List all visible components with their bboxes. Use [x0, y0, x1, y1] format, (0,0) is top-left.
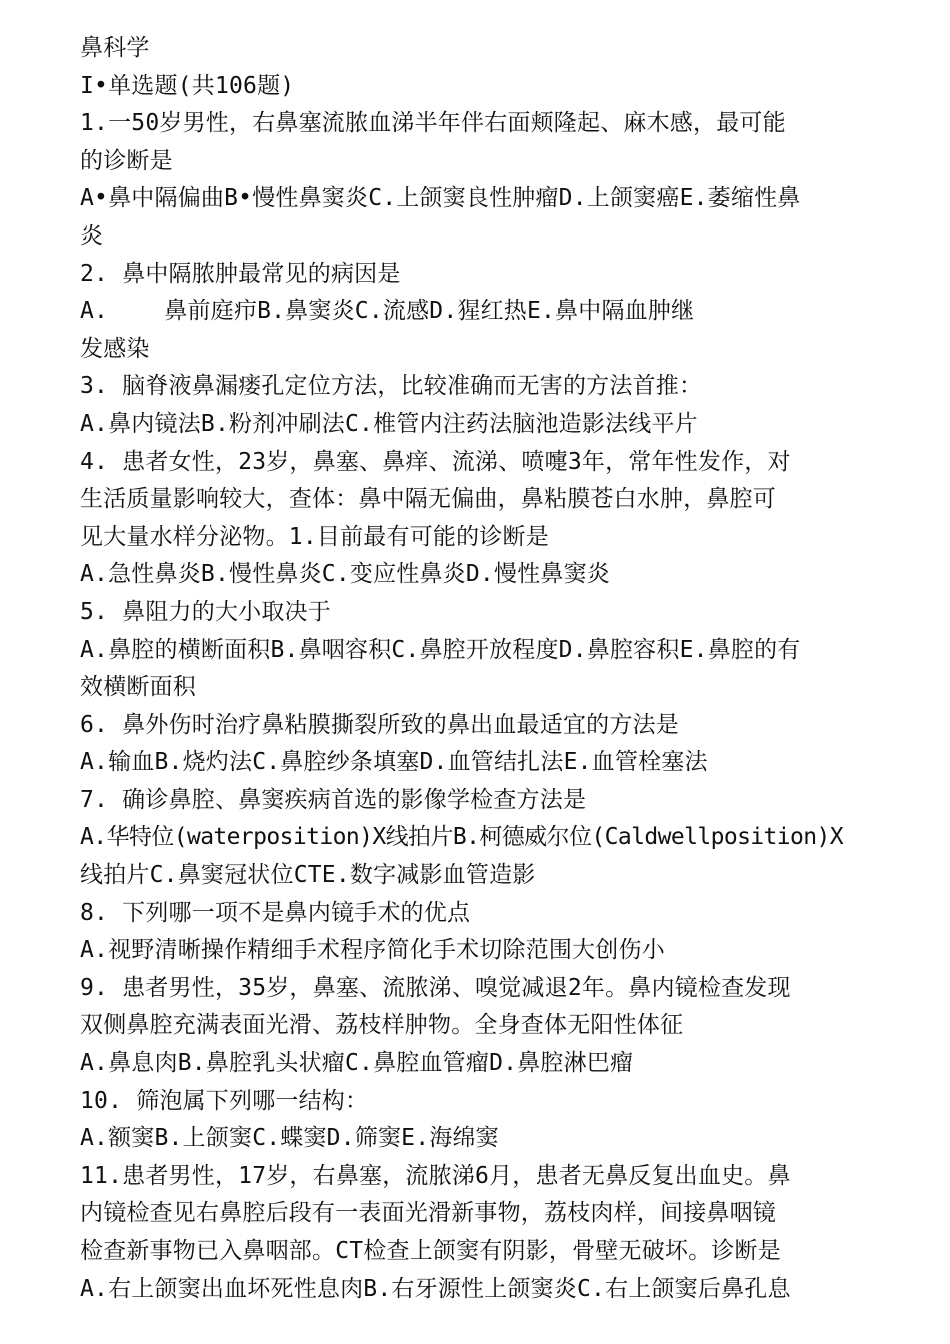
- question-6-options: A.输血B.烧灼法C.鼻腔纱条填塞D.血管结扎法E.血管栓塞法: [80, 749, 708, 776]
- question-2-options-line-2: 发感染: [80, 335, 150, 362]
- document-title: 鼻科学: [80, 35, 150, 61]
- question-1-stem-line-1: 1.一50岁男性，右鼻塞流脓血涕半年伴右面颊隆起、麻木感，最可能: [80, 110, 786, 137]
- question-3-options: A.鼻内镜法B.粉剂冲刷法C.椎管内注药法脑池造影法线平片: [80, 410, 698, 437]
- question-4-stem-line-1: 4. 患者女性，23岁，鼻塞、鼻痒、流涕、喷嚏3年，常年性发作，对: [80, 448, 791, 475]
- question-4-options: A.急性鼻炎B.慢性鼻炎C.变应性鼻炎D.慢性鼻窦炎: [80, 561, 610, 588]
- question-7-stem: 7. 确诊鼻腔、鼻窦疾病首选的影像学检查方法是: [80, 786, 587, 813]
- question-9-stem-line-1: 9. 患者男性，35岁，鼻塞、流脓涕、嗅觉减退2年。鼻内镜检查发现: [80, 974, 791, 1001]
- question-1-options-line-2: 炎: [80, 222, 104, 249]
- question-11-stem-line-2: 内镜检查见右鼻腔后段有一表面光滑新事物，荔枝肉样，间接鼻咽镜: [80, 1200, 776, 1227]
- question-6-stem: 6. 鼻外伤时治疗鼻粘膜撕裂所致的鼻出血最适宜的方法是: [80, 711, 679, 738]
- question-5-options-line-1: A.鼻腔的横断面积B.鼻咽容积C.鼻腔开放程度D.鼻腔容积E.鼻腔的有: [80, 636, 801, 663]
- question-1-options-line-1: A•鼻中隔偏曲B•慢性鼻窦炎C.上颌窦良性肿瘤D.上颌窦癌E.萎缩性鼻: [80, 185, 801, 212]
- question-11-stem-line-1: 11.患者男性，17岁，右鼻塞，流脓涕6月，患者无鼻反复出血史。鼻: [80, 1162, 791, 1189]
- question-5-options-line-2: 效横断面积: [80, 674, 196, 701]
- question-3-stem: 3. 脑脊液鼻漏瘘孔定位方法，比较准确而无害的方法首推：: [80, 373, 703, 400]
- question-8-stem: 8. 下列哪一项不是鼻内镜手术的优点: [80, 899, 471, 926]
- question-9-options: A.鼻息肉B.鼻腔乳头状瘤C.鼻腔血管瘤D.鼻腔淋巴瘤: [80, 1050, 634, 1077]
- question-7-options-line-2: 线拍片C.鼻窦冠状位CTE.数字减影血管造影: [80, 862, 536, 889]
- question-1-stem-line-2: 的诊断是: [80, 147, 173, 174]
- document-page: [80, 30, 880, 1308]
- question-8-options: A.视野清晰操作精细手术程序简化手术切除范围大创伤小: [80, 937, 665, 964]
- question-5-stem: 5. 鼻阻力的大小取决于: [80, 598, 331, 625]
- question-2-options-line-1: A. 鼻前庭疖B.鼻窦炎C.流感D.猩红热E.鼻中隔血肿继: [80, 298, 695, 325]
- question-4-stem-line-2: 生活质量影响较大，查体：鼻中隔无偏曲，鼻粘膜苍白水肿，鼻腔可: [80, 486, 776, 513]
- question-4-stem-line-3: 见大量水样分泌物。1.目前最有可能的诊断是: [80, 523, 549, 550]
- question-11-stem-line-3: 检查新事物已入鼻咽部。CT检查上颌窦有阴影，骨壁无破坏。诊断是: [80, 1238, 781, 1264]
- question-2-stem: 2. 鼻中隔脓肿最常见的病因是: [80, 260, 401, 287]
- question-11-options-line-1: A.右上颌窦出血坏死性息肉B.右牙源性上颌窦炎C.右上颌窦后鼻孔息: [80, 1275, 791, 1302]
- question-9-stem-line-2: 双侧鼻腔充满表面光滑、荔枝样肿物。全身查体无阳性体征: [80, 1012, 684, 1039]
- question-7-options-line-1: A.华特位(waterposition)X线拍片B.柯德威尔位(Caldwellposition)X: [80, 824, 844, 851]
- question-10-options: A.额窦B.上颌窦C.蝶窦D.筛窦E.海绵窦: [80, 1125, 499, 1152]
- question-10-stem: 10. 筛泡属下列哪一结构：: [80, 1087, 369, 1114]
- section-heading: I•单选题(共106题): [80, 72, 295, 99]
